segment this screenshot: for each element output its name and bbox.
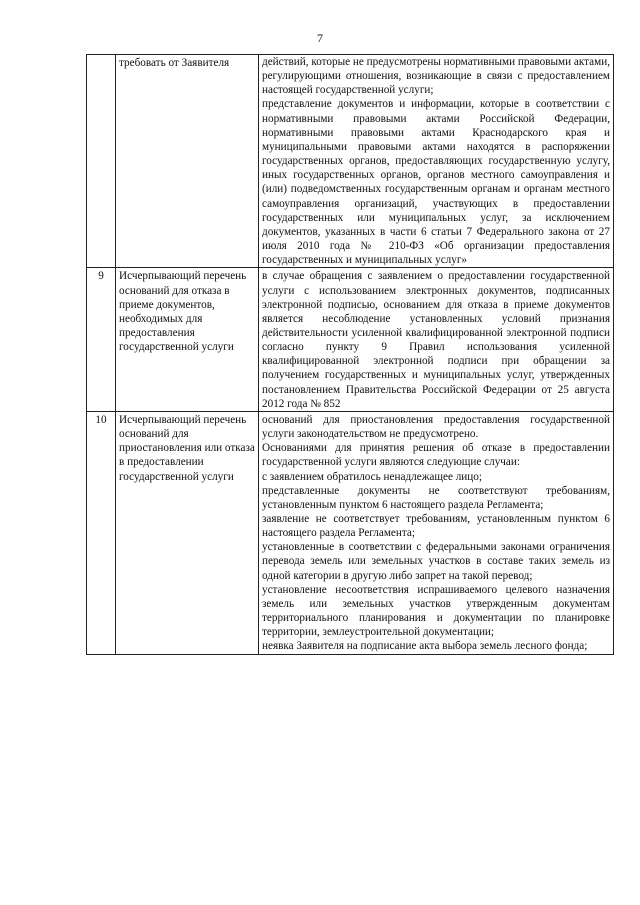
row-title xyxy=(116,55,259,268)
description-paragraph: неявка Заявителя на подписание акта выбора земель лесного фонда; xyxy=(262,640,588,653)
row-number xyxy=(87,55,116,268)
page-number: 7 xyxy=(317,31,323,45)
table-row xyxy=(87,411,614,654)
description-paragraph: представленные документы не соответствуют требованиям, установленным пунктом 6 настоящего раздела Регламента; xyxy=(262,484,610,511)
row-title-text: требовать от Заявителя xyxy=(119,57,230,69)
row-number: 9 xyxy=(87,268,116,412)
table-row xyxy=(87,268,614,412)
regulation-table xyxy=(86,54,614,655)
row-description xyxy=(259,268,614,412)
description-paragraph: Основаниями для принятия решения об отказе в предоставлении государственной услуги являются следующие случаи: xyxy=(262,442,610,469)
table-row xyxy=(87,55,614,268)
description-paragraph: установление несоответствия испрашиваемого целевого назначения земель или земельных участков утвержденным документам территориального планирования и документации по планировке территории, землеустроительной документации; xyxy=(262,583,610,639)
description-paragraph: в случае обращения с заявлением о предоставлении государственной услуги с использованием электронных документов, подписанных электронной подписью, основанием для отказа в приеме документов является несоблюдение установленных условий признания действительности усиленной квалифицированной электронной подписи согласно пункту 9 Правил использования усиленной квалифицированной электронной подписи при обращении за получением государственных и муниципальных услуг, утвержденных постановлением Правительства Российской Федерации от 25 августа 2012 года № 852 xyxy=(262,270,610,410)
row-title xyxy=(116,411,259,654)
row-description xyxy=(259,55,614,268)
description-paragraph: действий, которые не предусмотрены нормативными правовыми актами, регулирующими отношения, возникающие в связи с предоставлением настоящей государственной услуги; xyxy=(262,56,611,97)
row-title xyxy=(116,268,259,412)
row-number: 10 xyxy=(87,411,116,654)
row-description xyxy=(259,411,614,654)
description-paragraph: установленные в соответствии с федеральными законами ограничения перевода земель или земельных участков в составе таких земель из одной категории в другую либо запрет на такой перевод; xyxy=(262,541,610,582)
description-paragraph: с заявлением обратилось ненадлежащее лицо; xyxy=(262,470,482,483)
description-paragraph: представление документов и информации, которые в соответствии с нормативными правовыми актами Российской Федерации, нормативными правовыми актами Краснодарского края и муниципальными правовыми актами находятся в распоряжении государственных органов, предоставляющих государственную услугу, иных государственных органов, органов местного самоуправления и (или) подведомственных государственным органам и органам местного самоуправления организаций, участвующих в предоставлении государственных или муниципальных услуг, за исключением документов, указанных в части 6 статьи 7 Федерального закона от 27 июля 2010 года № 210-ФЗ «Об организации предоставления государственных и муниципальных услуг» xyxy=(262,98,610,267)
description-paragraph: оснований для приостановления предоставления государственной услуги законодательством не предусмотрено. xyxy=(262,413,610,441)
description-paragraph: заявление не соответствует требованиям, установленным пунктом 6 настоящего раздела Регламента; xyxy=(262,513,610,540)
row-title-text: Исчерпывающий перечень оснований для приостановления или отказа в предоставлении государственной услуги xyxy=(119,413,255,483)
row-title-text: Исчерпывающий перечень оснований для отказа в приеме документов, необходимых для предоставления государственной услуги xyxy=(119,270,247,354)
